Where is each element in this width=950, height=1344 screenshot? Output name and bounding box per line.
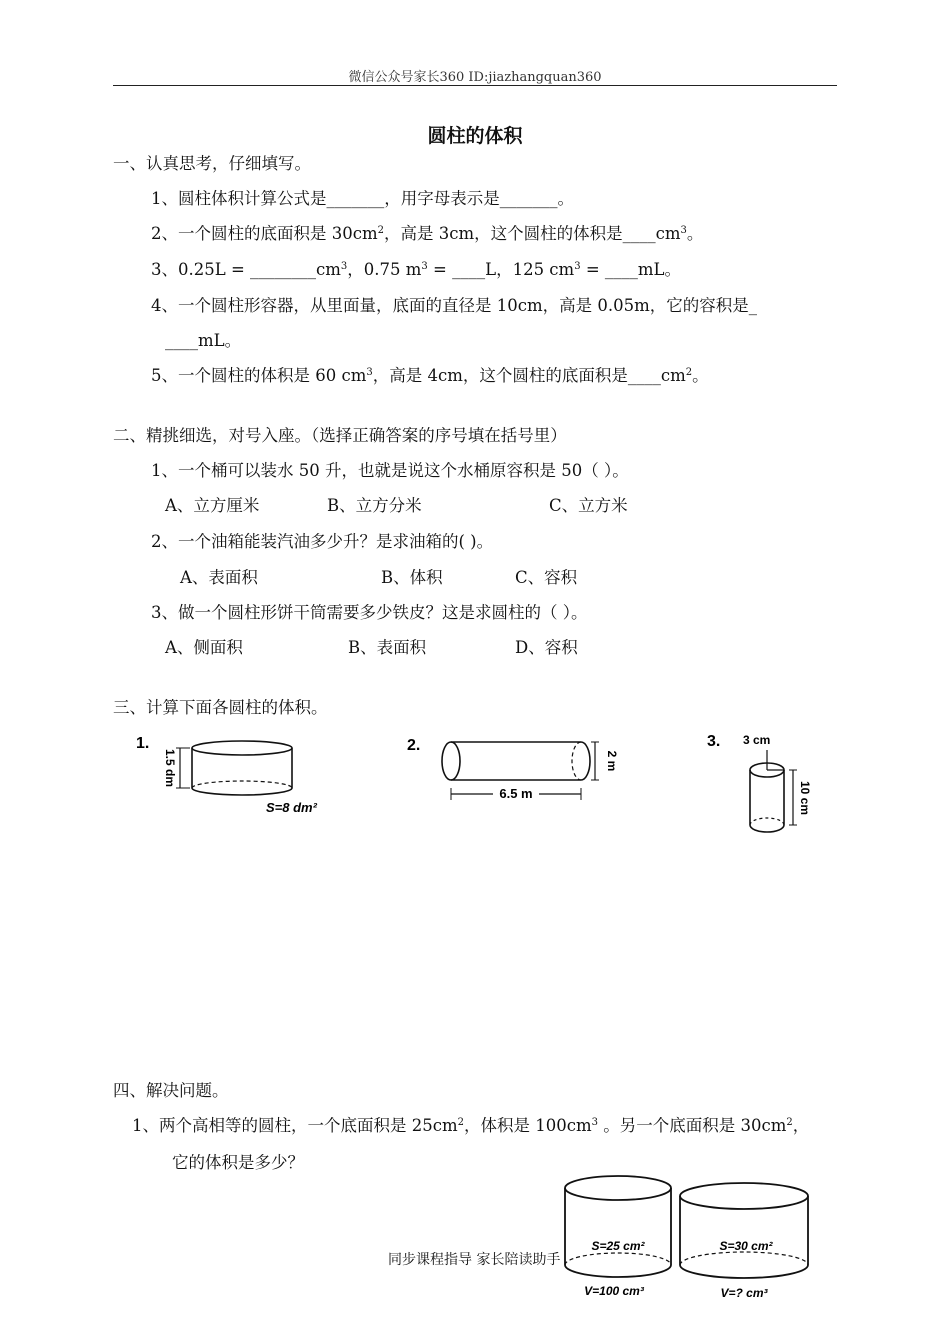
fig3-number: 3. xyxy=(707,733,721,750)
page-footer: 同步课程指导 家长陪读助手 xyxy=(388,1252,561,1268)
left-cylinder-volume: V=100 cm³ xyxy=(584,1284,644,1298)
s2-q1-option-b: B、立方分米 xyxy=(327,496,422,515)
left-cylinder-area: S=25 cm² xyxy=(591,1239,645,1253)
page-title: 圆柱的体积 xyxy=(427,125,523,147)
page-header: 微信公众号家长360 ID:jiazhangquan360 xyxy=(348,70,602,85)
header-rule xyxy=(113,85,837,86)
cylinder-figure-2 xyxy=(405,728,625,812)
s1-q2: 2、一个圆柱的底面积是 $30cm^2$，高是 3cm，这个圆柱的体积是$\_\_\_\_cm^3$。 xyxy=(151,224,704,243)
fig3-height-label: 10 cm xyxy=(798,780,812,816)
s1-q4-line1: 4、一个圆柱形容器，从里面量，底面的直径是 10cm，高是 0.05m，它的容积是_ xyxy=(151,296,758,315)
s1-q3: 3、$0.25L = \_\_\_\_\_\_\_\_cm^3$，0.75 $m^3$ = ____L，125 $cm^3$ = ____mL。 xyxy=(151,260,681,279)
section2-heading: 二、精挑细选，对号入座。（选择正确答案的序号填在括号里） xyxy=(113,426,567,445)
s2-q3-option-d: D、容积 xyxy=(515,638,578,657)
fig2-length-label: 6.5 m xyxy=(499,786,533,801)
right-cylinder-volume: V=? cm³ xyxy=(720,1286,768,1300)
fig2-number: 2. xyxy=(407,737,421,754)
s2-q2-option-b: B、体积 xyxy=(381,568,443,587)
section3-heading: 三、计算下面各圆柱的体积。 xyxy=(113,698,328,717)
s2-q2-option-a: A、表面积 xyxy=(180,568,258,587)
s1-q5: 5、一个圆柱的体积是 60 $cm^3$，高是 4cm，这个圆柱的底面积是$\_\_\_\_cm^2$。 xyxy=(151,366,709,385)
s2-q1: 1、一个桶可以装水 50 升，也就是说这个水桶原容积是 50（ ）。 xyxy=(151,461,629,480)
s2-q3: 3、做一个圆柱形饼干筒需要多少铁皮？这是求圆柱的（ ）。 xyxy=(151,603,588,622)
section1-heading: 一、认真思考，仔细填写。 xyxy=(113,154,311,173)
s4-q1-line2: 它的体积是多少？ xyxy=(172,1153,304,1172)
right-cylinder-area: S=30 cm² xyxy=(719,1239,773,1253)
fig1-number: 1. xyxy=(136,735,150,752)
cylinder-figure-1 xyxy=(130,728,360,824)
s2-q2-option-c: C、容积 xyxy=(515,568,578,587)
fig1-area-label: S=8 dm² xyxy=(266,800,317,815)
fig3-radius-label: 3 cm xyxy=(743,733,771,747)
s1-q1: 1、圆柱体积计算公式是_______，用字母表示是_______。 xyxy=(151,189,574,208)
s1-q4-line2: ____mL。 xyxy=(165,331,242,350)
s2-q2: 2、一个油箱能装汽油多少升？是求油箱的( )。 xyxy=(151,532,494,551)
s4-q1-line1: 1、两个高相等的圆柱，一个底面积是 $25cm^2$，体积是 $100cm^3$ 。另一个底面积是 $30cm^2$， xyxy=(132,1116,810,1135)
s2-q1-option-c: C、立方米 xyxy=(549,496,628,515)
section4-heading: 四、解决问题。 xyxy=(113,1081,229,1100)
s2-q1-option-a: A、立方厘米 xyxy=(165,496,260,515)
s2-q3-option-a: A、侧面积 xyxy=(165,638,243,657)
s2-q3-option-b: B、表面积 xyxy=(348,638,427,657)
fig2-height-label: 2 m xyxy=(605,750,619,772)
cylinder-compare-figure xyxy=(560,1170,820,1308)
fig1-height-label: 1.5 dm xyxy=(163,748,177,788)
cylinder-figure-3 xyxy=(703,728,813,842)
